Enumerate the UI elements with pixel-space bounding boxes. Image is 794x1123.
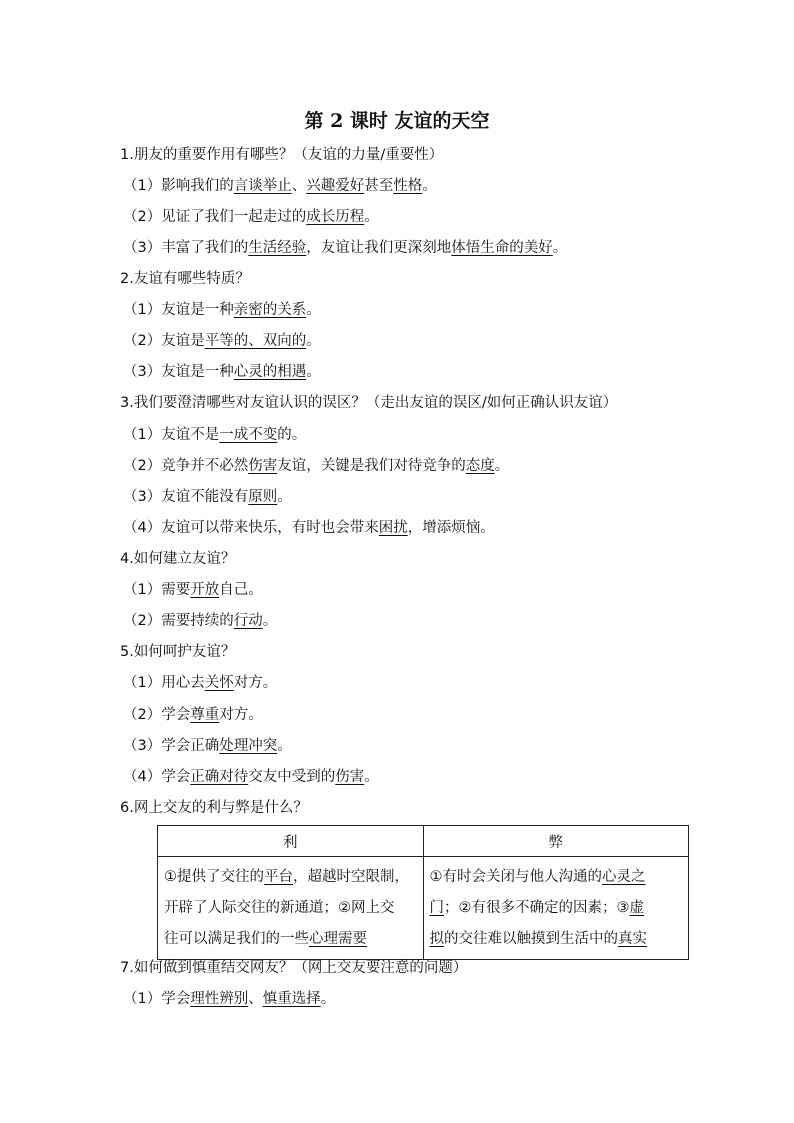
question-3-title: 3.我们要澄清哪些对友谊认识的误区？（走出友谊的误区/如何正确认识友谊）	[120, 395, 618, 411]
q1-item-3: （3）丰富了我们的生活经验，友谊让我们更深刻地体悟生命的美好。	[123, 240, 568, 256]
keyword-underlined: 亲密的关系	[233, 302, 307, 318]
keyword-underlined: 拟	[429, 931, 444, 947]
q3-item-2: （2）竞争并不必然伤害友谊，关键是我们对待竞争的态度。	[123, 458, 510, 474]
keyword-underlined: 性格	[393, 178, 423, 194]
keyword-underlined: 关怀	[204, 675, 234, 691]
q3-item-4: （4）友谊可以带来快乐，有时也会带来困扰，增添烦恼。	[123, 520, 495, 536]
keyword-underlined: 兴趣爱好	[306, 178, 365, 194]
keyword-underlined: 尊重	[190, 707, 220, 723]
table-header-row	[158, 826, 689, 857]
q5-item-1: （1）用心去关怀对方。	[123, 675, 278, 691]
cons-cell	[423, 857, 689, 960]
pros-line-3: 往可以满足我们的一些心理需要	[164, 931, 367, 947]
keyword-underlined: 慎重选择	[262, 991, 321, 1007]
q7-item-1: （1）学会理性辨别、慎重选择。	[123, 991, 336, 1007]
keyword-underlined: 行动	[233, 613, 263, 629]
page-title: 第 2 课时 友谊的天空	[304, 110, 490, 132]
keyword-underlined: 处理冲突	[219, 738, 278, 754]
q1-item-1: （1）影响我们的言谈举止、兴趣爱好甚至性格。	[123, 178, 437, 194]
q1-item-2: （2）见证了我们一起走过的成长历程。	[123, 209, 379, 225]
cons-header: 弊	[423, 826, 689, 857]
keyword-underlined: 虚	[629, 900, 644, 916]
keyword-underlined: 平台	[264, 869, 293, 885]
question-2-title: 2.友谊有哪些特质？	[120, 271, 250, 287]
q4-item-2: （2）需要持续的行动。	[123, 613, 278, 629]
keyword-underlined: 伤害	[335, 769, 365, 785]
keyword-underlined: 心灵之	[602, 869, 646, 885]
pros-line-2: 开辟了人际交往的新通道；②网上交	[164, 900, 395, 916]
question-1-title: 1.朋友的重要作用有哪些？（友谊的力量/重要性）	[120, 147, 444, 163]
pros-cons-table	[157, 825, 689, 960]
keyword-underlined: 真实	[618, 931, 647, 947]
keyword-underlined: 生活经验	[248, 240, 307, 256]
pros-header: 利	[158, 826, 424, 857]
q3-item-3: （3）友谊不能没有原则。	[123, 489, 292, 505]
keyword-underlined: 心理需要	[309, 931, 367, 947]
keyword-underlined: 言谈举止	[233, 178, 292, 194]
q5-item-3: （3）学会正确处理冲突。	[123, 738, 292, 754]
keyword-underlined: 开放	[190, 582, 220, 598]
keyword-underlined: 心灵的相遇	[233, 364, 307, 380]
q2-item-2: （2）友谊是平等的、双向的。	[123, 333, 321, 349]
q2-item-3: （3）友谊是一种心灵的相遇。	[123, 364, 321, 380]
keyword-underlined: 体悟生命的美好	[451, 240, 553, 256]
keyword-underlined: 原则	[248, 489, 278, 505]
keyword-underlined: 理性辨别	[190, 991, 249, 1007]
q3-item-1: （1）友谊不是一成不变的。	[123, 427, 307, 443]
keyword-underlined: 成长历程	[306, 209, 365, 225]
keyword-underlined: 态度	[465, 458, 495, 474]
question-7-title: 7.如何做到慎重结交网友？（网上交友要注意的问题）	[120, 960, 468, 976]
table-row	[158, 857, 689, 960]
cons-line-3: 拟的交往难以触摸到生活中的真实	[429, 931, 647, 947]
q5-item-4: （4）学会正确对待交友中受到的伤害。	[123, 769, 379, 785]
keyword-underlined: 门	[429, 900, 444, 916]
keyword-underlined: 正确对待	[190, 769, 249, 785]
keyword-underlined: 一成不变	[219, 427, 278, 443]
pros-line-1: ①提供了交往的平台，超越时空限制，	[164, 869, 409, 885]
question-4-title: 4.如何建立友谊？	[120, 551, 236, 567]
q4-item-1: （1）需要开放自己。	[123, 582, 263, 598]
question-6-title: 6.网上交友的利与弊是什么？	[120, 800, 308, 816]
q5-item-2: （2）学会尊重对方。	[123, 707, 263, 723]
keyword-underlined: 平等的、双向的	[204, 333, 307, 349]
keyword-underlined: 伤害	[248, 458, 278, 474]
q2-item-1: （1）友谊是一种亲密的关系。	[123, 302, 321, 318]
cons-line-2: 门；②有很多不确定的因素；③虚	[429, 900, 644, 916]
cons-line-1: ①有时会关闭与他人沟通的心灵之	[429, 869, 646, 885]
pros-cell	[158, 857, 424, 960]
keyword-underlined: 困扰	[378, 520, 408, 536]
question-5-title: 5.如何呵护友谊？	[120, 644, 236, 660]
